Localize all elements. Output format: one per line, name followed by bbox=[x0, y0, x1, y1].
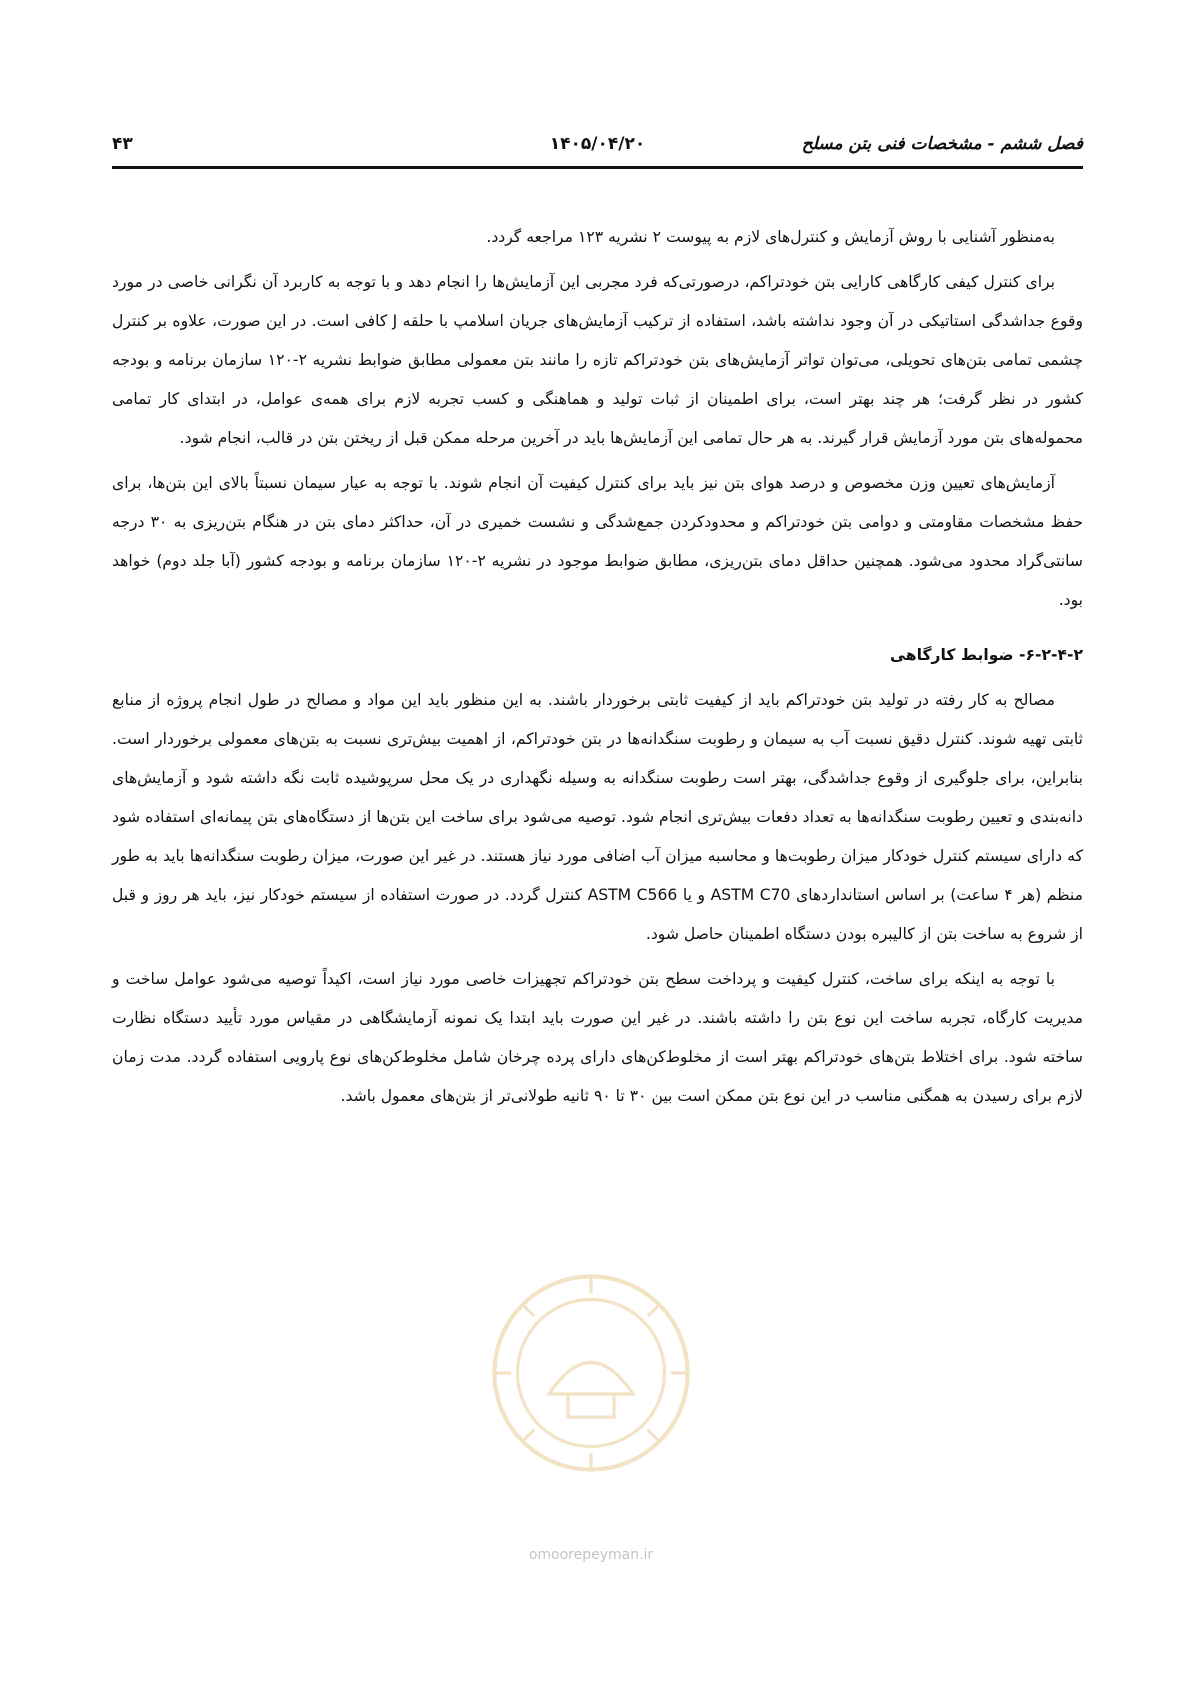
section-paragraph-2: با توجه به اینکه برای ساخت، کنترل کیفیت و پرداخت سطح بتن خودتراکم تجهیزات خاصی مورد نیاز است، اکیداً توصیه می‌شود عوامل ساخت و مدیریت کارگاه، تجربه ساخت این نوع بتن را داشته باشند. در غیر این صورت باید ابتدا یک نمونه آزمایشگاهی در مقیاس مورد تأیید دستگاه نظارت ساخته شود. برای اختلاط بتن‌های خودتراکم بهتر است از مخلوط‌کن‌های دارای پرده چرخان شامل مخلوط‌کن‌های نوع پارویی استفاده گردد. مدت زمان لازم برای رسیدن به همگنی مناسب در این نوع بتن ممکن است بین ۳۰ تا ۹۰ ثانیه طولانی‌تر از بتن‌های معمول باشد. bbox=[112, 970, 1083, 1105]
watermark-url: omoorepeyman.ir bbox=[528, 1547, 654, 1563]
paragraph-3: آزمایش‌های تعیین وزن مخصوص و درصد هوای بتن نیز باید برای کنترل کیفیت آن انجام شوند. با توجه به عیار سیمان نسبتاً بالای این بتن‌ها، برای حفظ مشخصات مقاومتی و دوامی بتن خودتراکم و محدودکردن جمع‌شدگی و نشست خمیری در آن، حداکثر دمای بتن در هنگام بتن‌ریزی به ۳۰ درجه سانتی‌گراد محدود می‌شود. همچنین حداقل دمای بتن‌ریزی، مطابق ضوابط موجود در نشریه ۲-۱۲۰ سازمان برنامه و بودجه کشور (آبا جلد دوم) خواهد بود. bbox=[112, 474, 1083, 609]
page-header bbox=[112, 130, 1083, 164]
header-divider bbox=[112, 166, 1083, 169]
section-heading: ۶-۲-۴-۲- ضوابط کارگاهی bbox=[890, 646, 1083, 664]
watermark-seal-icon bbox=[486, 1268, 696, 1478]
section-paragraph-1: مصالح به کار رفته در تولید بتن خودتراکم باید از کیفیت ثابتی برخوردار باشند. به این منظور باید این مواد و مصالح در طول انجام پروژه از منابع ثابتی تهیه شوند. کنترل دقیق نسبت آب به سیمان و رطوبت سنگدانه‌ها در بتن خودتراکم، از اهمیت بیش‌تری نسبت به بتن‌های معمولی برخوردار است. بنابراین، برای جلوگیری از وقوع جداشدگی، بهتر است رطوبت سنگدانه به وسیله نگهداری در یک محل سرپوشیده ثابت نگه داشته شود و آزمایش‌های دانه‌بندی و تعیین رطوبت سنگدانه‌ها به تعداد دفعات بیش‌تری انجام شود. توصیه می‌شود برای ساخت این بتن‌ها از دستگاه‌های بتن پیمانه‌ای استفاده شود که دارای سیستم کنترل خودکار میزان رطوبت‌ها و محاسبه میزان آب اضافی مورد نیاز هستند. در غیر این صورت، میزان رطوبت سنگدانه‌ها باید به طور منظم (هر ۴ ساعت) بر اساس استانداردهای ASTM C70 و یا ASTM C566 کنترل گردد. در صورت استفاده از سیستم خودکار نیز، باید هر روز و قبل از شروع به ساخت بتن از کالیبره بودن دستگاه اطمینان حاصل شود. bbox=[112, 691, 1083, 943]
body-text bbox=[112, 218, 1083, 1122]
paragraph-1: به‌منظور آشنایی با روش آزمایش و کنترل‌های لازم به پیوست ۲ نشریه ۱۲۳ مراجعه گردد. bbox=[486, 228, 1055, 246]
header-date: ۱۴۰۵/۰۴/۲۰ bbox=[549, 134, 646, 154]
chapter-title: فصل ششم - مشخصات فنی بتن مسلح bbox=[801, 134, 1083, 154]
paragraph-2: برای کنترل کیفی کارگاهی کارایی بتن خودتراکم، درصورتی‌که فرد مجربی این آزمایش‌ها را انجام دهد و با توجه به کاربرد آن نگرانی خاصی در مورد وقوع جداشدگی استاتیکی در آن وجود نداشته باشد، استفاده از ترکیب آزمایش‌های جریان اسلامپ با حلقه J کافی است. در این صورت، علاوه بر کنترل چشمی تمامی بتن‌های تحویلی، می‌توان تواتر آزمایش‌های بتن خودتراکم تازه را مانند بتن معمولی مطابق ضوابط نشریه ۲-۱۲۰ سازمان برنامه و بودجه کشور در نظر گرفت؛ هر چند بهتر است، برای اطمینان از ثبات تولید و هماهنگی و کسب تجربه لازم برای همه‌ی عوامل، در ابتدای کار تمامی محموله‌های بتن مورد آزمایش قرار گیرند. به هر حال تمامی این آزمایش‌ها باید در آخرین مرحله ممکن قبل از ریختن بتن در قالب، انجام شود. bbox=[112, 273, 1084, 447]
page-number: ۴۳ bbox=[112, 134, 133, 154]
